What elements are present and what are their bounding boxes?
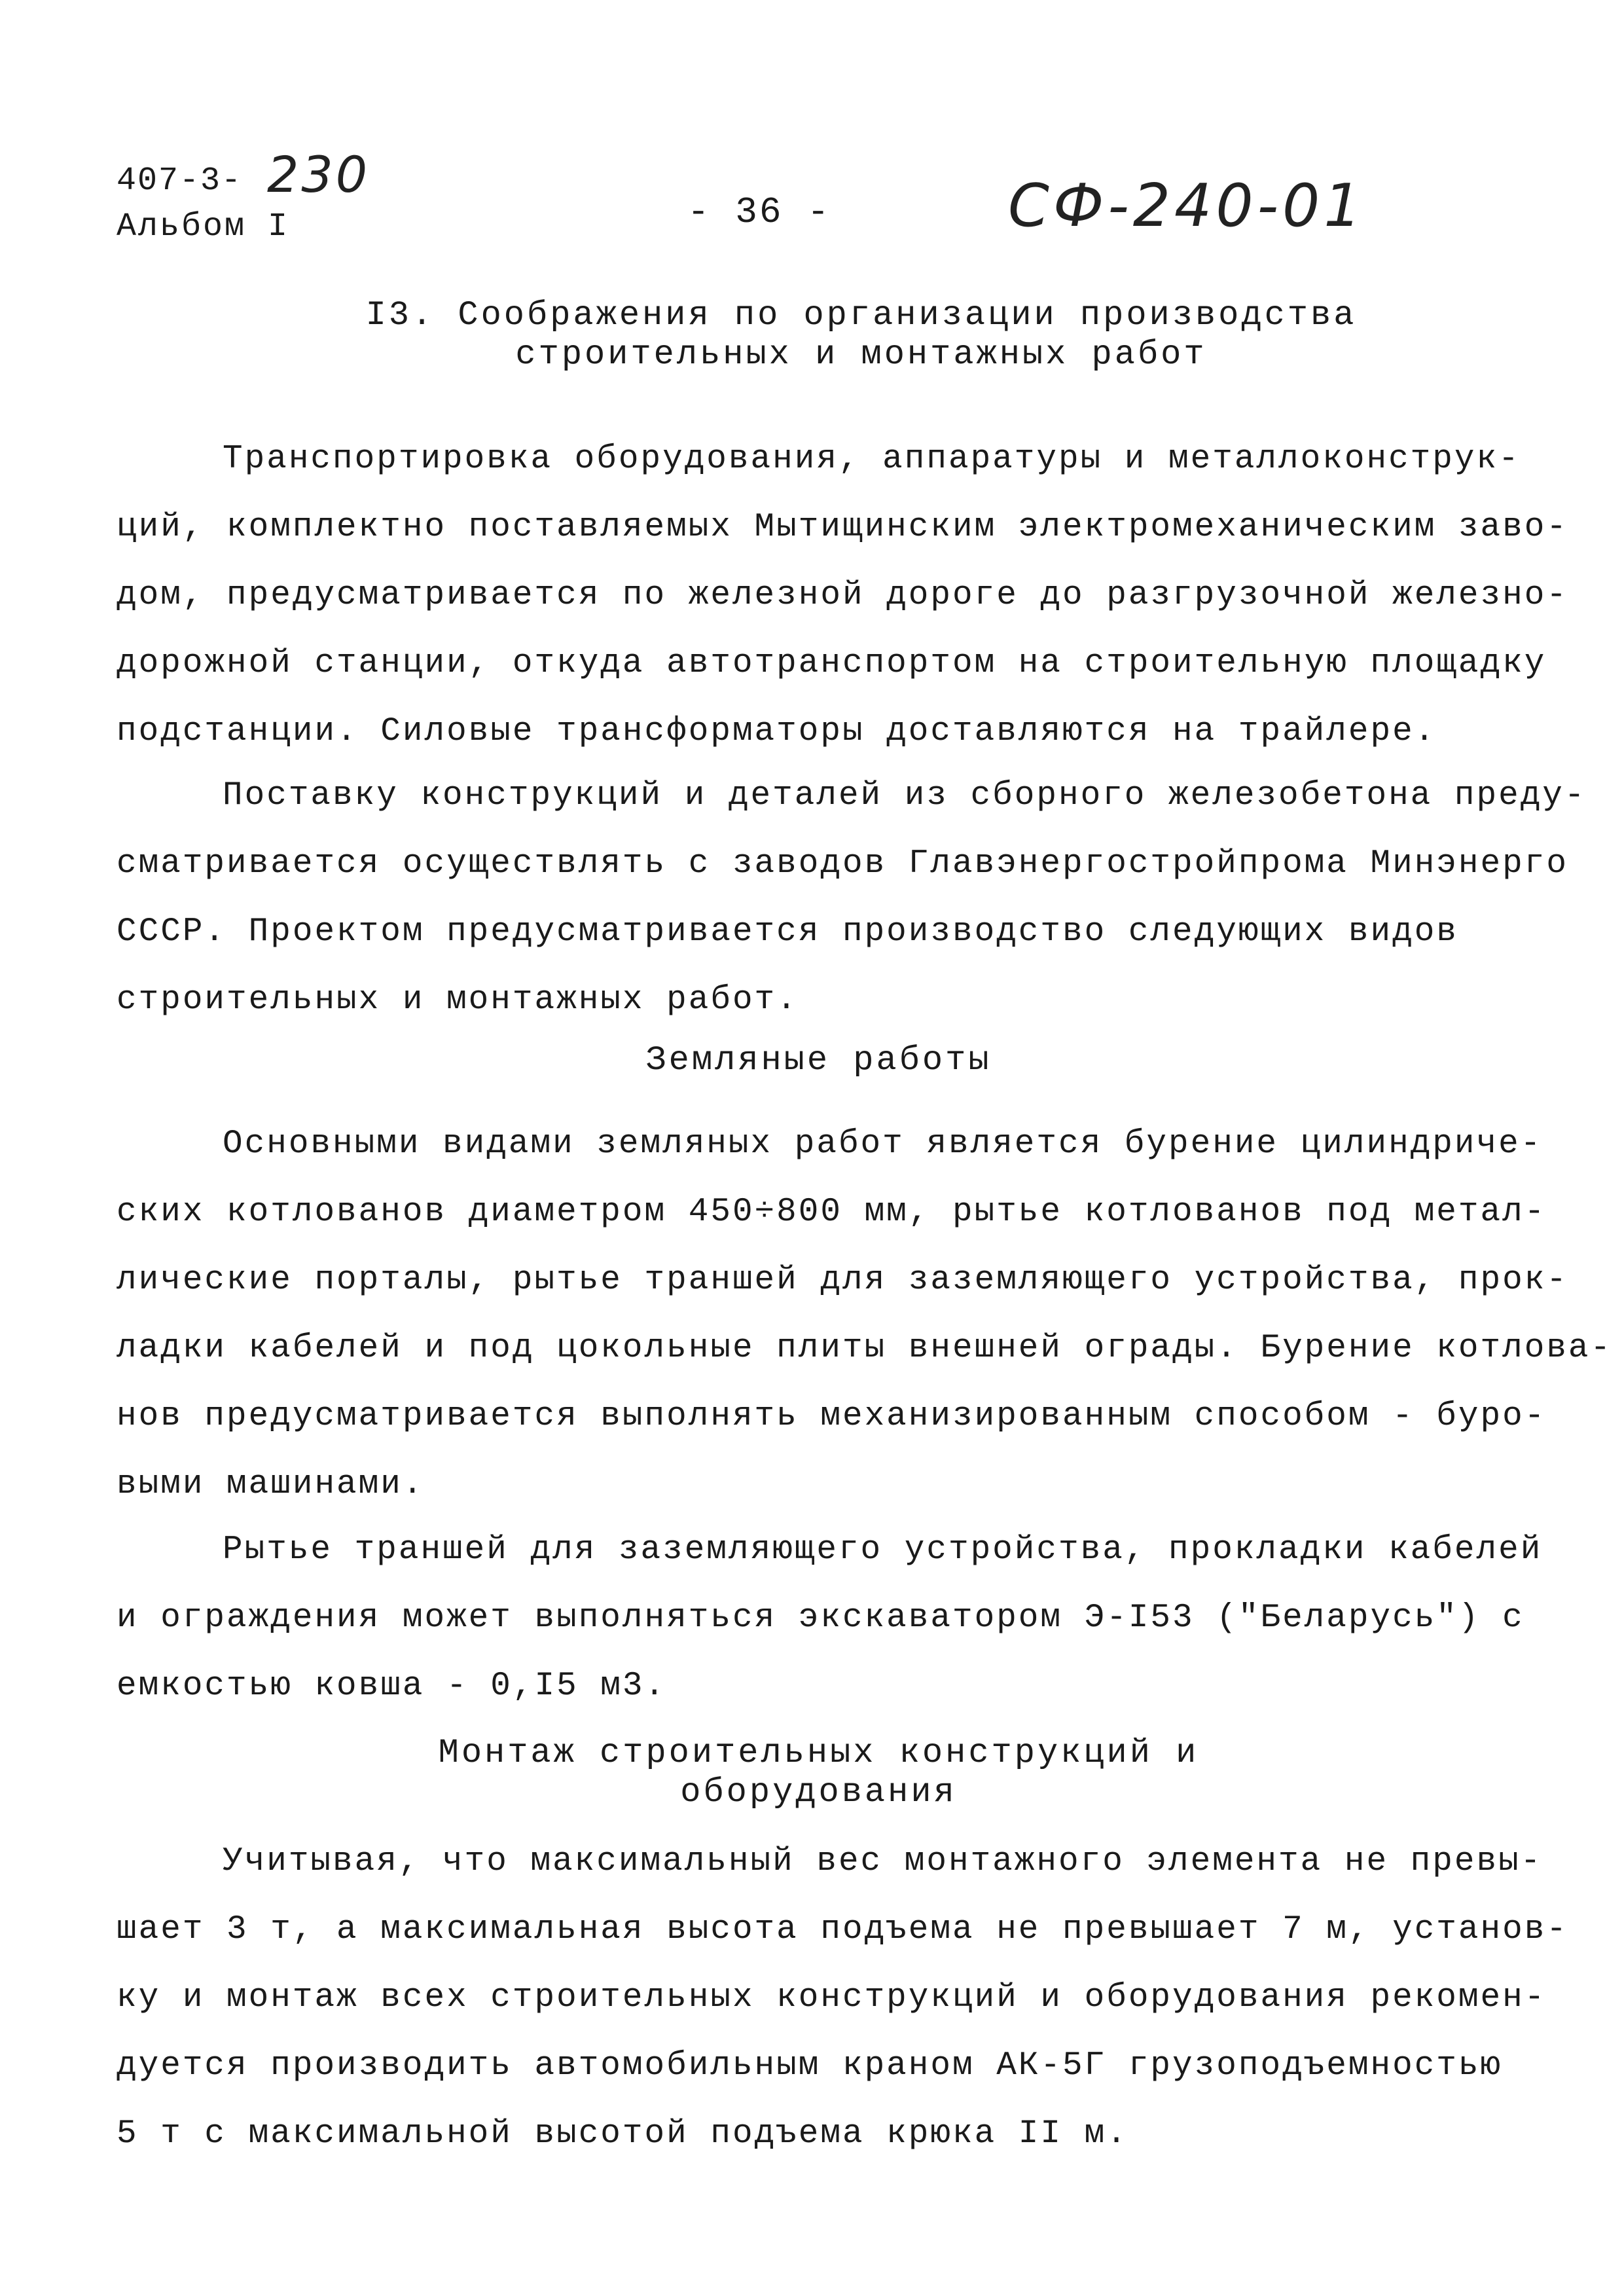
text-line: ций, комплектно поставляемых Мытищинским электромеханическим заво- [117,509,1568,546]
section-title-line-1: I3. Соображения по организации производства [365,296,1357,335]
document-code-handwritten: 230 [267,145,370,204]
text-line: выми машинами. [117,1466,425,1503]
text-line: подстанции. Силовые трансформаторы доставляются на трайлере. [117,713,1437,750]
text-line: емкостью ковша - 0,I5 м3. [117,1667,667,1705]
text-line: дом, предусматривается по железной дороге до разгрузочной железно- [117,577,1568,614]
text-line: 5 т с максимальной высотой подъема крюка II м. [117,2115,1128,2153]
text-line: ладки кабелей и под цокольные плиты внешней ограды. Бурение котлова- [117,1330,1613,1367]
text-line: дорожной станции, откуда автотранспортом на строительную площадку [117,645,1547,682]
sheet-mark-handwritten: СФ-240-01 [1008,172,1365,240]
text-line: шает 3 т, а максимальная высота подъема не превышает 7 м, установ- [117,1911,1568,1948]
section-title-line-2: строительных и монтажных работ [515,335,1207,374]
text-line: нов предусматривается выполнять механизированным способом - буро- [117,1398,1547,1435]
text-line: Поставку конструкций и деталей из сборного железобетона преду- [223,777,1587,814]
text-line: ку и монтаж всех строительных конструкций и оборудования рекомен- [117,1979,1547,2016]
album-label: Альбом I [117,208,290,246]
text-line: Основными видами земляных работ является бурение цилиндриче- [223,1125,1543,1163]
paragraph-installation [117,1828,1568,2168]
paragraph-trenches [117,1516,1543,1721]
text-line: Учитывая, что максимальный вес монтажного элемента не превы- [223,1843,1543,1880]
paragraph-supply [117,762,1587,1034]
page-number: - 36 - [687,191,831,233]
subheading-installation: Монтаж строительных конструкций и оборудования [438,1734,1199,1812]
section-title [0,296,1624,374]
paragraph-transport [117,426,1568,766]
text-line: СССР. Проектом предусматривается производство следующих видов [117,913,1458,951]
text-line: и ограждения может выполняться экскаватором Э-I53 ("Беларусь") с [117,1599,1525,1637]
paragraph-earthworks [117,1110,1613,1519]
subheading-earthworks: Земляные работы [645,1041,992,1080]
text-line: сматривается осуществлять с заводов Главэнергостройпрома Минэнерго [117,845,1568,883]
text-line: дуется производить автомобильным краном АК-5Г грузоподъемностью [117,2047,1503,2085]
text-line: строительных и монтажных работ. [117,981,799,1019]
text-line: Транспортировка оборудования, аппаратуры и металлоконструк- [223,441,1521,478]
text-line: Рытье траншей для заземляющего устройства, прокладки кабелей [223,1531,1543,1569]
text-line: лические порталы, рытье траншей для заземляющего устройства, прок- [117,1262,1568,1299]
text-line: ских котлованов диаметром 450÷800 мм, рытье котлованов под метал- [117,1194,1547,1231]
document-code-printed: 407-3- [117,162,243,200]
